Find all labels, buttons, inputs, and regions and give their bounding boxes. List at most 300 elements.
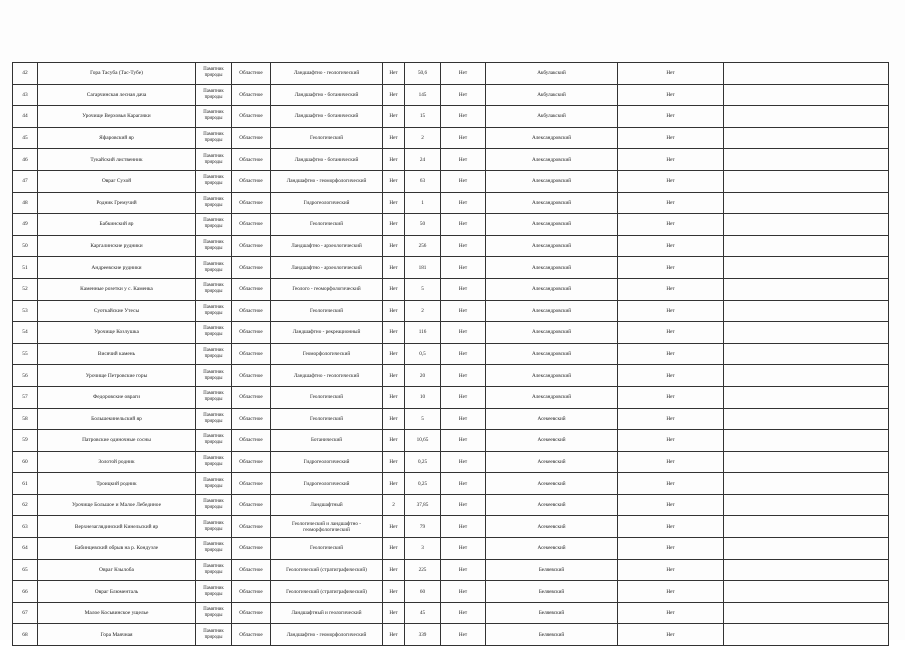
monument-name: Андреевские рудники xyxy=(38,257,196,279)
buffer-zone-cell: Нет xyxy=(441,343,486,365)
row-number: 61 xyxy=(13,473,38,495)
empty-cell xyxy=(724,602,889,624)
area-cell: 79 xyxy=(405,516,441,538)
table-row xyxy=(13,408,889,430)
cluster-cell: Нет xyxy=(383,63,405,85)
cluster-cell: Нет xyxy=(383,602,405,624)
area-cell: 60 xyxy=(405,581,441,603)
monument-name: Бабинцевский обрыв на р. Кондузле xyxy=(38,538,196,560)
status-cell: Нет xyxy=(618,278,724,300)
significance-cell: Областное xyxy=(232,581,271,603)
district-cell: Асекеевский xyxy=(486,430,618,452)
status-cell: Нет xyxy=(618,192,724,214)
area-cell: 339 xyxy=(405,624,441,646)
area-cell: 0,5 xyxy=(405,343,441,365)
table-row xyxy=(13,451,889,473)
table-row xyxy=(13,386,889,408)
empty-cell xyxy=(724,127,889,149)
empty-cell xyxy=(724,494,889,516)
row-number: 68 xyxy=(13,624,38,646)
status-cell: Нет xyxy=(618,581,724,603)
area-cell: 20 xyxy=(405,365,441,387)
cluster-cell: Нет xyxy=(383,581,405,603)
table-row xyxy=(13,192,889,214)
row-number: 44 xyxy=(13,106,38,128)
profile-cell: Ландшафтный xyxy=(271,494,383,516)
empty-cell xyxy=(724,451,889,473)
area-cell: 3 xyxy=(405,538,441,560)
monument-name: Малое Косьвинское ущелье xyxy=(38,602,196,624)
table-row xyxy=(13,257,889,279)
profile-cell: Геологический xyxy=(271,214,383,236)
cluster-cell: Нет xyxy=(383,451,405,473)
row-number: 56 xyxy=(13,365,38,387)
area-cell: 5 xyxy=(405,278,441,300)
buffer-zone-cell: Нет xyxy=(441,192,486,214)
monument-name: Урочище Большое и Малое Лебединое xyxy=(38,494,196,516)
buffer-zone-cell: Нет xyxy=(441,559,486,581)
category-cell: Памятник природы xyxy=(196,322,232,344)
row-number: 49 xyxy=(13,214,38,236)
empty-cell xyxy=(724,430,889,452)
significance-cell: Областное xyxy=(232,559,271,581)
profile-cell: Геолого - геоморфологический xyxy=(271,278,383,300)
category-cell: Памятник природы xyxy=(196,106,232,128)
table-row xyxy=(13,106,889,128)
row-number: 60 xyxy=(13,451,38,473)
category-cell: Памятник природы xyxy=(196,538,232,560)
area-cell: 45 xyxy=(405,602,441,624)
buffer-zone-cell: Нет xyxy=(441,624,486,646)
empty-cell xyxy=(724,149,889,171)
significance-cell: Областное xyxy=(232,494,271,516)
profile-cell: Ландшафтно - геоморфологический xyxy=(271,170,383,192)
district-cell: Акбулакский xyxy=(486,84,618,106)
cluster-cell: Нет xyxy=(383,300,405,322)
significance-cell: Областное xyxy=(232,149,271,171)
cluster-cell: Нет xyxy=(383,257,405,279)
profile-cell: Ландшафтно - ботанический xyxy=(271,84,383,106)
district-cell: Александровский xyxy=(486,343,618,365)
category-cell: Памятник природы xyxy=(196,278,232,300)
monument-name: Урочище Петровские горы xyxy=(38,365,196,387)
table-row xyxy=(13,300,889,322)
status-cell: Нет xyxy=(618,451,724,473)
category-cell: Памятник природы xyxy=(196,63,232,85)
category-cell: Памятник природы xyxy=(196,84,232,106)
district-cell: Беляевский xyxy=(486,581,618,603)
monument-name: Яфаровский яр xyxy=(38,127,196,149)
significance-cell: Областное xyxy=(232,624,271,646)
significance-cell: Областное xyxy=(232,430,271,452)
row-number: 45 xyxy=(13,127,38,149)
empty-cell xyxy=(724,343,889,365)
category-cell: Памятник природы xyxy=(196,257,232,279)
district-cell: Александровский xyxy=(486,278,618,300)
row-number: 55 xyxy=(13,343,38,365)
empty-cell xyxy=(724,408,889,430)
area-cell: 37,85 xyxy=(405,494,441,516)
category-cell: Памятник природы xyxy=(196,451,232,473)
empty-cell xyxy=(724,538,889,560)
significance-cell: Областное xyxy=(232,386,271,408)
status-cell: Нет xyxy=(618,494,724,516)
area-cell: 50,6 xyxy=(405,63,441,85)
buffer-zone-cell: Нет xyxy=(441,602,486,624)
monument-name: Урочище Верховья Карагачки xyxy=(38,106,196,128)
cluster-cell: Нет xyxy=(383,516,405,538)
area-cell: 2 xyxy=(405,127,441,149)
table-row xyxy=(13,494,889,516)
buffer-zone-cell: Нет xyxy=(441,149,486,171)
row-number: 67 xyxy=(13,602,38,624)
status-cell: Нет xyxy=(618,602,724,624)
row-number: 47 xyxy=(13,170,38,192)
area-cell: 0,25 xyxy=(405,473,441,495)
monument-name: Родник Гремучий xyxy=(38,192,196,214)
category-cell: Памятник природы xyxy=(196,559,232,581)
area-cell: 15 xyxy=(405,106,441,128)
district-cell: Асекеевский xyxy=(486,473,618,495)
category-cell: Памятник природы xyxy=(196,516,232,538)
significance-cell: Областное xyxy=(232,343,271,365)
buffer-zone-cell: Нет xyxy=(441,451,486,473)
significance-cell: Областное xyxy=(232,408,271,430)
table-row xyxy=(13,538,889,560)
category-cell: Памятник природы xyxy=(196,602,232,624)
significance-cell: Областное xyxy=(232,257,271,279)
district-cell: Асекеевский xyxy=(486,494,618,516)
status-cell: Нет xyxy=(618,127,724,149)
profile-cell: Геологический xyxy=(271,300,383,322)
row-number: 57 xyxy=(13,386,38,408)
row-number: 51 xyxy=(13,257,38,279)
area-cell: 1 xyxy=(405,192,441,214)
category-cell: Памятник природы xyxy=(196,386,232,408)
empty-cell xyxy=(724,386,889,408)
area-cell: 116 xyxy=(405,322,441,344)
buffer-zone-cell: Нет xyxy=(441,84,486,106)
table-row xyxy=(13,214,889,236)
row-number: 48 xyxy=(13,192,38,214)
district-cell: Александровский xyxy=(486,149,618,171)
empty-cell xyxy=(724,257,889,279)
category-cell: Памятник природы xyxy=(196,473,232,495)
row-number: 65 xyxy=(13,559,38,581)
profile-cell: Гидрогеологический xyxy=(271,451,383,473)
monument-name: Золотой родник xyxy=(38,451,196,473)
cluster-cell: Нет xyxy=(383,170,405,192)
status-cell: Нет xyxy=(618,257,724,279)
buffer-zone-cell: Нет xyxy=(441,365,486,387)
status-cell: Нет xyxy=(618,473,724,495)
significance-cell: Областное xyxy=(232,214,271,236)
table-row xyxy=(13,278,889,300)
buffer-zone-cell: Нет xyxy=(441,63,486,85)
cluster-cell: Нет xyxy=(383,106,405,128)
profile-cell: Ландшафтный и геологический xyxy=(271,602,383,624)
cluster-cell: Нет xyxy=(383,127,405,149)
row-number: 53 xyxy=(13,300,38,322)
status-cell: Нет xyxy=(618,343,724,365)
table-row xyxy=(13,322,889,344)
significance-cell: Областное xyxy=(232,170,271,192)
empty-cell xyxy=(724,192,889,214)
table-row xyxy=(13,430,889,452)
row-number: 58 xyxy=(13,408,38,430)
status-cell: Нет xyxy=(618,365,724,387)
table-row xyxy=(13,127,889,149)
cluster-cell: Нет xyxy=(383,278,405,300)
cluster-cell: Нет xyxy=(383,624,405,646)
row-number: 50 xyxy=(13,235,38,257)
table-row xyxy=(13,365,889,387)
district-cell: Александровский xyxy=(486,322,618,344)
cluster-cell: Нет xyxy=(383,386,405,408)
empty-cell xyxy=(724,365,889,387)
significance-cell: Областное xyxy=(232,602,271,624)
empty-cell xyxy=(724,278,889,300)
profile-cell: Ботанический xyxy=(271,430,383,452)
district-cell: Акбулакский xyxy=(486,106,618,128)
table-row xyxy=(13,235,889,257)
category-cell: Памятник природы xyxy=(196,408,232,430)
monument-name: Большекинельский яр xyxy=(38,408,196,430)
district-cell: Александровский xyxy=(486,192,618,214)
cluster-cell: Нет xyxy=(383,538,405,560)
profile-cell: Геологический (стратиграфический) xyxy=(271,581,383,603)
monument-name: Верхнезаглядинский Кинельский яр xyxy=(38,516,196,538)
area-cell: 225 xyxy=(405,559,441,581)
buffer-zone-cell: Нет xyxy=(441,538,486,560)
status-cell: Нет xyxy=(618,559,724,581)
district-cell: Александровский xyxy=(486,300,618,322)
district-cell: Беляевский xyxy=(486,624,618,646)
status-cell: Нет xyxy=(618,300,724,322)
empty-cell xyxy=(724,473,889,495)
cluster-cell: Нет xyxy=(383,149,405,171)
buffer-zone-cell: Нет xyxy=(441,516,486,538)
row-number: 46 xyxy=(13,149,38,171)
category-cell: Памятник природы xyxy=(196,343,232,365)
district-cell: Асекеевский xyxy=(486,538,618,560)
district-cell: Александровский xyxy=(486,235,618,257)
profile-cell: Геологический xyxy=(271,408,383,430)
status-cell: Нет xyxy=(618,516,724,538)
cluster-cell: Нет xyxy=(383,192,405,214)
category-cell: Памятник природы xyxy=(196,170,232,192)
table-row xyxy=(13,149,889,171)
area-cell: 181 xyxy=(405,257,441,279)
table-row xyxy=(13,602,889,624)
area-cell: 256 xyxy=(405,235,441,257)
cluster-cell: Нет xyxy=(383,430,405,452)
status-cell: Нет xyxy=(618,170,724,192)
profile-cell: Геологический (стратиграфический) xyxy=(271,559,383,581)
category-cell: Памятник природы xyxy=(196,300,232,322)
empty-cell xyxy=(724,559,889,581)
cluster-cell: Нет xyxy=(383,214,405,236)
significance-cell: Областное xyxy=(232,235,271,257)
profile-cell: Гидрогеологический xyxy=(271,473,383,495)
buffer-zone-cell: Нет xyxy=(441,322,486,344)
profile-cell: Геологический xyxy=(271,538,383,560)
monument-name: Висячий камень xyxy=(38,343,196,365)
status-cell: Нет xyxy=(618,430,724,452)
empty-cell xyxy=(724,170,889,192)
significance-cell: Областное xyxy=(232,538,271,560)
significance-cell: Областное xyxy=(232,278,271,300)
profile-cell: Геологический xyxy=(271,386,383,408)
area-cell: 24 xyxy=(405,149,441,171)
profile-cell: Ландшафтно - ботанический xyxy=(271,106,383,128)
profile-cell: Ландшафтно - археологический xyxy=(271,257,383,279)
status-cell: Нет xyxy=(618,106,724,128)
category-cell: Памятник природы xyxy=(196,581,232,603)
row-number: 64 xyxy=(13,538,38,560)
buffer-zone-cell: Нет xyxy=(441,235,486,257)
status-cell: Нет xyxy=(618,235,724,257)
monument-name: Овраг Блюменталь xyxy=(38,581,196,603)
significance-cell: Областное xyxy=(232,473,271,495)
category-cell: Памятник природы xyxy=(196,494,232,516)
empty-cell xyxy=(724,63,889,85)
buffer-zone-cell: Нет xyxy=(441,494,486,516)
monument-name: Овраг Кзылоба xyxy=(38,559,196,581)
table-row xyxy=(13,559,889,581)
area-cell: 10,65 xyxy=(405,430,441,452)
buffer-zone-cell: Нет xyxy=(441,386,486,408)
cluster-cell: Нет xyxy=(383,365,405,387)
district-cell: Александровский xyxy=(486,127,618,149)
row-number: 42 xyxy=(13,63,38,85)
buffer-zone-cell: Нет xyxy=(441,408,486,430)
empty-cell xyxy=(724,106,889,128)
significance-cell: Областное xyxy=(232,84,271,106)
profile-cell: Ландшафтно - археологический xyxy=(271,235,383,257)
significance-cell: Областное xyxy=(232,63,271,85)
buffer-zone-cell: Нет xyxy=(441,473,486,495)
area-cell: 63 xyxy=(405,170,441,192)
monument-name: Каменные розетки у с. Каменка xyxy=(38,278,196,300)
profile-cell: Ландшафтно - рекреационный xyxy=(271,322,383,344)
row-number: 63 xyxy=(13,516,38,538)
significance-cell: Областное xyxy=(232,192,271,214)
monument-name: Бабкинский яр xyxy=(38,214,196,236)
district-cell: Асекеевский xyxy=(486,408,618,430)
profile-cell: Ландшафтно - геологический xyxy=(271,365,383,387)
cluster-cell: Нет xyxy=(383,343,405,365)
district-cell: Асекеевский xyxy=(486,516,618,538)
cluster-cell: 2 xyxy=(383,494,405,516)
monument-name: Каргалинские рудники xyxy=(38,235,196,257)
buffer-zone-cell: Нет xyxy=(441,430,486,452)
district-cell: Александровский xyxy=(486,214,618,236)
empty-cell xyxy=(724,581,889,603)
empty-cell xyxy=(724,214,889,236)
row-number: 43 xyxy=(13,84,38,106)
category-cell: Памятник природы xyxy=(196,214,232,236)
status-cell: Нет xyxy=(618,624,724,646)
district-cell: Александровский xyxy=(486,257,618,279)
buffer-zone-cell: Нет xyxy=(441,214,486,236)
profile-cell: Геологический xyxy=(271,127,383,149)
cluster-cell: Нет xyxy=(383,322,405,344)
table-row xyxy=(13,343,889,365)
district-cell: Акбулакский xyxy=(486,63,618,85)
monument-name: Тукайский лиственник xyxy=(38,149,196,171)
monument-name: Урочище Козлушка xyxy=(38,322,196,344)
cluster-cell: Нет xyxy=(383,473,405,495)
status-cell: Нет xyxy=(618,538,724,560)
significance-cell: Областное xyxy=(232,322,271,344)
buffer-zone-cell: Нет xyxy=(441,581,486,603)
cluster-cell: Нет xyxy=(383,84,405,106)
status-cell: Нет xyxy=(618,214,724,236)
district-cell: Александровский xyxy=(486,170,618,192)
profile-cell: Геоморфологический xyxy=(271,343,383,365)
cluster-cell: Нет xyxy=(383,559,405,581)
cluster-cell: Нет xyxy=(383,408,405,430)
buffer-zone-cell: Нет xyxy=(441,300,486,322)
district-cell: Беляевский xyxy=(486,602,618,624)
status-cell: Нет xyxy=(618,63,724,85)
row-number: 54 xyxy=(13,322,38,344)
category-cell: Памятник природы xyxy=(196,149,232,171)
significance-cell: Областное xyxy=(232,127,271,149)
table-row xyxy=(13,170,889,192)
status-cell: Нет xyxy=(618,386,724,408)
significance-cell: Областное xyxy=(232,516,271,538)
category-cell: Памятник природы xyxy=(196,430,232,452)
area-cell: 145 xyxy=(405,84,441,106)
monument-name: Федоровские овраги xyxy=(38,386,196,408)
profile-cell: Геологический и ландшафтно - геоморфологический xyxy=(271,516,383,538)
table-row xyxy=(13,84,889,106)
row-number: 59 xyxy=(13,430,38,452)
empty-cell xyxy=(724,235,889,257)
district-cell: Асекеевский xyxy=(486,451,618,473)
profile-cell: Гидрогеологический xyxy=(271,192,383,214)
district-cell: Александровский xyxy=(486,386,618,408)
status-cell: Нет xyxy=(618,149,724,171)
row-number: 62 xyxy=(13,494,38,516)
significance-cell: Областное xyxy=(232,106,271,128)
district-cell: Александровский xyxy=(486,365,618,387)
row-number: 52 xyxy=(13,278,38,300)
category-cell: Памятник природы xyxy=(196,235,232,257)
table-row xyxy=(13,581,889,603)
table-row xyxy=(13,473,889,495)
category-cell: Памятник природы xyxy=(196,127,232,149)
buffer-zone-cell: Нет xyxy=(441,278,486,300)
table-row xyxy=(13,63,889,85)
area-cell: 0,25 xyxy=(405,451,441,473)
empty-cell xyxy=(724,322,889,344)
buffer-zone-cell: Нет xyxy=(441,127,486,149)
table-row xyxy=(13,516,889,538)
significance-cell: Областное xyxy=(232,365,271,387)
area-cell: 5 xyxy=(405,408,441,430)
buffer-zone-cell: Нет xyxy=(441,106,486,128)
buffer-zone-cell: Нет xyxy=(441,170,486,192)
area-cell: 50 xyxy=(405,214,441,236)
empty-cell xyxy=(724,624,889,646)
monument-name: Овраг Сухой xyxy=(38,170,196,192)
empty-cell xyxy=(724,84,889,106)
significance-cell: Областное xyxy=(232,451,271,473)
profile-cell: Ландшафтно - геоморфологический xyxy=(271,624,383,646)
